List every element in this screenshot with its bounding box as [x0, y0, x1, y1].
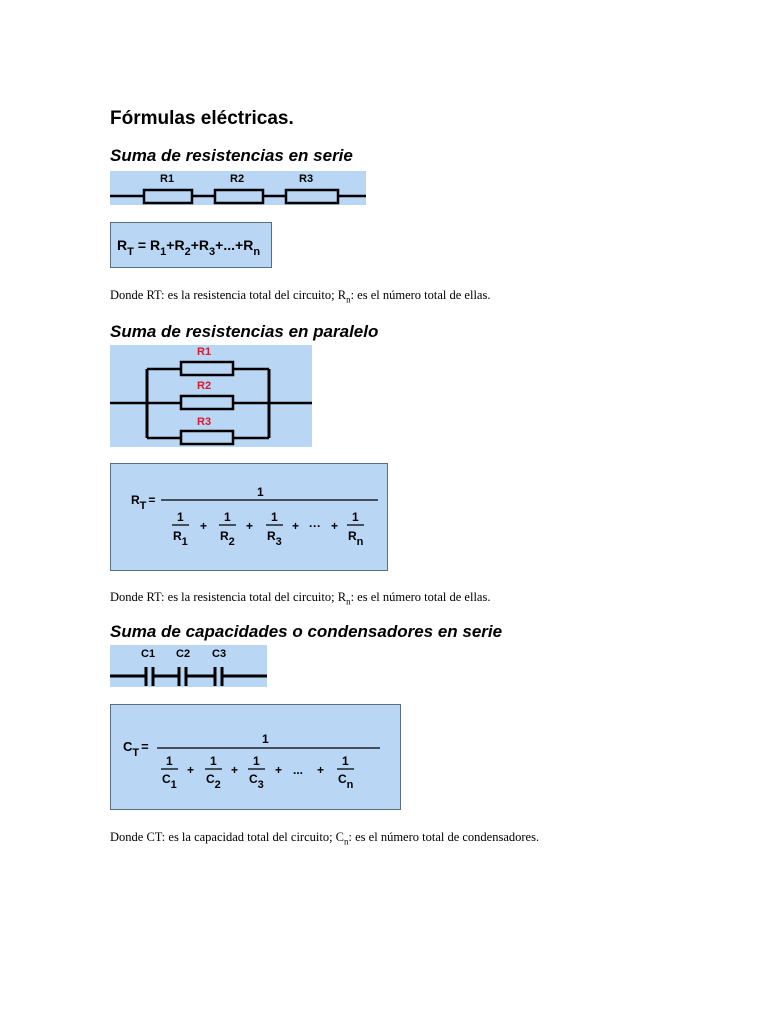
- diagram-label-r1: R1: [197, 346, 212, 358]
- parallel-resistance-formula: [110, 463, 388, 571]
- svg-text:1: 1: [177, 510, 184, 524]
- svg-text:+: +: [231, 763, 239, 777]
- svg-text:C3: C3: [249, 772, 264, 791]
- svg-text:...: ...: [293, 763, 304, 777]
- series-resistor-circuit-icon: [110, 171, 366, 205]
- diagram-label-r2: R2: [230, 173, 245, 185]
- resistor-r2-symbol: [215, 190, 263, 203]
- svg-text:+: +: [246, 519, 254, 533]
- section-heading-series-resistors: Suma de resistencias en serie: [110, 146, 353, 165]
- svg-text:+: +: [317, 763, 325, 777]
- svg-text:CT=: $C_T$ =: [123, 739, 149, 759]
- svg-text:R3: R3: [267, 529, 282, 548]
- svg-text:1: 1: [224, 510, 231, 524]
- page-title: Fórmulas eléctricas.: [110, 108, 294, 129]
- parallel-resistor-diagram: [110, 345, 312, 447]
- svg-text:1: 1: [271, 510, 278, 524]
- resistor-r1-symbol: [144, 190, 192, 203]
- main-numerator: 1: [257, 485, 264, 499]
- diagram-label-r3: R3: [197, 416, 212, 428]
- svg-text:1: 1: [210, 754, 217, 768]
- svg-text:C1: C1: [162, 772, 177, 791]
- formula-lhs: R: [117, 237, 128, 253]
- series-resistance-formula: [110, 222, 272, 268]
- diagram-label-r1: R1: [160, 173, 175, 185]
- svg-text:R1: R1: [173, 529, 188, 548]
- svg-text:R2: R2: [220, 529, 235, 548]
- svg-text:RT=: RT =: [131, 493, 156, 512]
- section-heading-parallel-resistors: Suma de resistencias en paralelo: [110, 322, 379, 341]
- main-numerator: 1: [262, 732, 269, 746]
- resistor-r3-symbol: [286, 190, 338, 203]
- svg-text:1: 1: [253, 754, 260, 768]
- svg-text:+: +: [187, 763, 195, 777]
- svg-text:1: 1: [166, 754, 173, 768]
- parallel-resistance-note: Donde RT: es la resistencia total del circuito; $R_n$: es el número total de ellas.: [110, 590, 491, 607]
- diagram-label-c2: C2: [176, 648, 191, 660]
- parallel-resistor-circuit-icon: [110, 345, 312, 447]
- resistor-r1-symbol: [181, 362, 233, 375]
- svg-text:···: ···: [309, 519, 321, 533]
- formula-equals: =: [137, 237, 147, 253]
- svg-text:+: +: [200, 519, 208, 533]
- resistor-r3-symbol: [181, 431, 233, 444]
- svg-text:C2: C2: [206, 772, 221, 791]
- series-capacitor-circuit-icon: [110, 645, 267, 687]
- svg-text:1: 1: [342, 754, 349, 768]
- resistor-r2-symbol: [181, 396, 233, 409]
- formula-lhs-sub: T: [127, 246, 134, 258]
- section-heading-series-capacitors: Suma de capacidades o condensadores en serie: [110, 622, 503, 641]
- series-resistor-diagram: [110, 171, 366, 205]
- svg-text:+: +: [331, 519, 339, 533]
- diagram-label-r2: R2: [197, 380, 212, 392]
- diagram-label-c3: C3: [212, 648, 227, 660]
- series-resistance-note: Donde RT: es la resistencia total del circuito; $R_n$: es el número total de ellas.: [110, 288, 491, 305]
- svg-text:RT=R1+R2+R3+...+Rn: $R_T = R_1+R_2+R_3+...+R_n$: [117, 237, 261, 258]
- svg-text:Rn: Rn: [348, 529, 364, 548]
- diagram-label-r3: R3: [299, 173, 314, 185]
- svg-text:1: 1: [352, 510, 359, 524]
- series-capacitance-formula: [110, 704, 401, 810]
- series-capacitor-diagram: [110, 645, 267, 687]
- svg-text:Cn: Cn: [338, 772, 354, 791]
- svg-text:+: +: [275, 763, 283, 777]
- svg-text:+: +: [292, 519, 300, 533]
- series-capacitance-note: Donde CT: es la capacidad total del circuito; $C_n$: es el número total de condensadores.: [110, 830, 540, 847]
- diagram-label-c1: C1: [141, 648, 156, 660]
